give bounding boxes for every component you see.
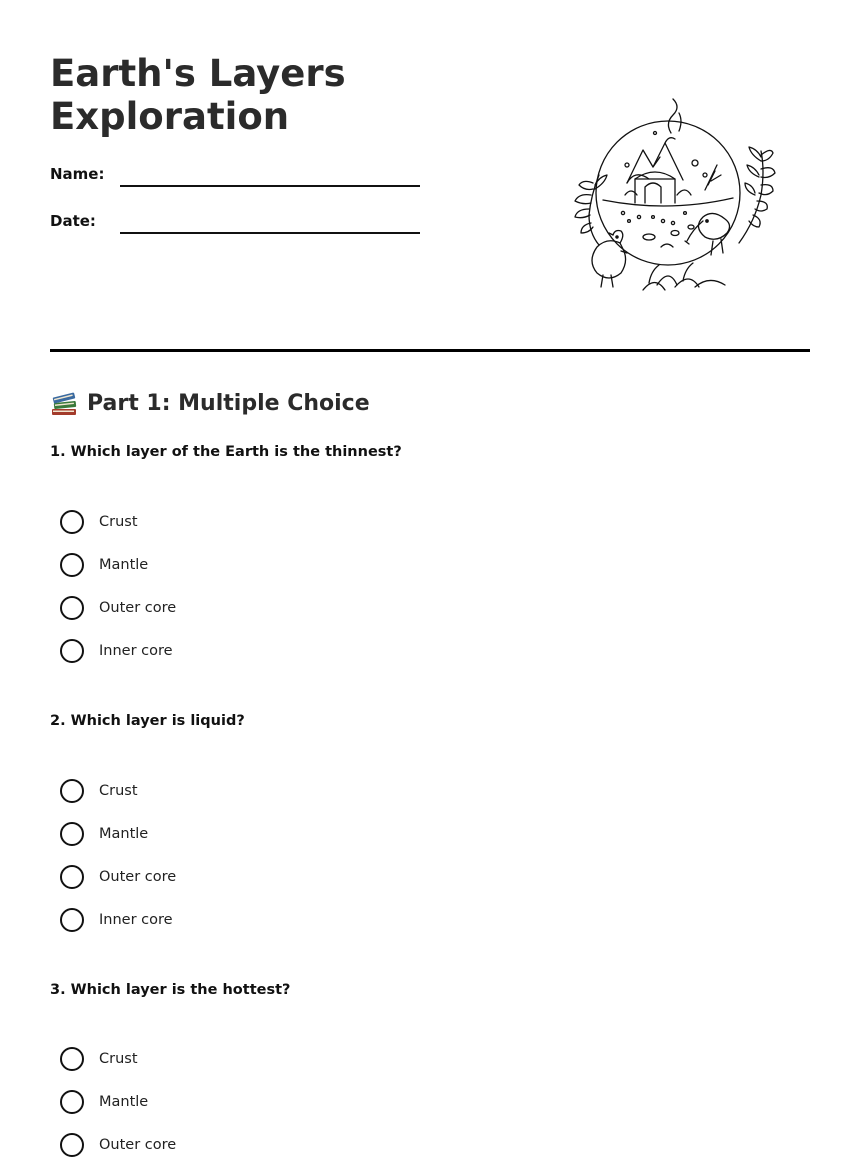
- radio-button[interactable]: [60, 510, 84, 534]
- option-label: Inner core: [99, 643, 173, 659]
- radio-button[interactable]: [60, 553, 84, 577]
- radio-button[interactable]: [60, 865, 84, 889]
- books-icon: [50, 391, 78, 417]
- header-divider: [50, 349, 810, 352]
- q1-option-mantle[interactable]: [60, 552, 148, 578]
- option-label: Outer core: [99, 869, 177, 885]
- q1-option-inner-core[interactable]: [60, 638, 173, 664]
- q2-option-outer-core[interactable]: [60, 864, 176, 890]
- question-3: 3. Which layer is the hottest?: [50, 982, 291, 998]
- q1-option-outer-core[interactable]: [60, 595, 176, 621]
- q2-option-mantle[interactable]: [60, 821, 148, 847]
- title-line-2: Exploration: [50, 95, 290, 138]
- option-label: Mantle: [99, 826, 149, 842]
- section-title: [50, 388, 370, 420]
- option-label: Crust: [99, 1051, 138, 1067]
- q1-option-crust[interactable]: [60, 509, 138, 535]
- option-label: Crust: [99, 514, 138, 530]
- option-label: Mantle: [99, 1094, 149, 1110]
- title-line-1: Earth's Layers: [50, 52, 346, 95]
- date-label: Date:: [50, 212, 96, 230]
- date-field[interactable]: [50, 212, 430, 242]
- page-title: [50, 52, 470, 138]
- option-label: Inner core: [99, 912, 173, 928]
- q3-option-outer-core[interactable]: [60, 1132, 176, 1158]
- name-line[interactable]: [120, 185, 420, 187]
- q2-option-inner-core[interactable]: [60, 907, 173, 933]
- option-label: Outer core: [99, 600, 177, 616]
- radio-button[interactable]: [60, 779, 84, 803]
- question-1: 1. Which layer of the Earth is the thinnest?: [50, 444, 402, 460]
- radio-button[interactable]: [60, 908, 84, 932]
- q3-option-crust[interactable]: [60, 1046, 138, 1072]
- radio-button[interactable]: [60, 822, 84, 846]
- earth-layers-illustration: [565, 95, 780, 295]
- radio-button[interactable]: [60, 596, 84, 620]
- option-label: Outer core: [99, 1137, 177, 1153]
- radio-button[interactable]: [60, 1047, 84, 1071]
- question-2: 2. Which layer is liquid?: [50, 713, 245, 729]
- name-label: Name:: [50, 165, 105, 183]
- radio-button[interactable]: [60, 1090, 84, 1114]
- date-line[interactable]: [120, 232, 420, 234]
- radio-button[interactable]: [60, 1133, 84, 1157]
- option-label: Crust: [99, 783, 138, 799]
- q3-option-mantle[interactable]: [60, 1089, 148, 1115]
- section-title-text: Part 1: Multiple Choice: [87, 391, 370, 416]
- option-label: Mantle: [99, 557, 149, 573]
- name-field[interactable]: [50, 165, 430, 195]
- q2-option-crust[interactable]: [60, 778, 138, 804]
- radio-button[interactable]: [60, 639, 84, 663]
